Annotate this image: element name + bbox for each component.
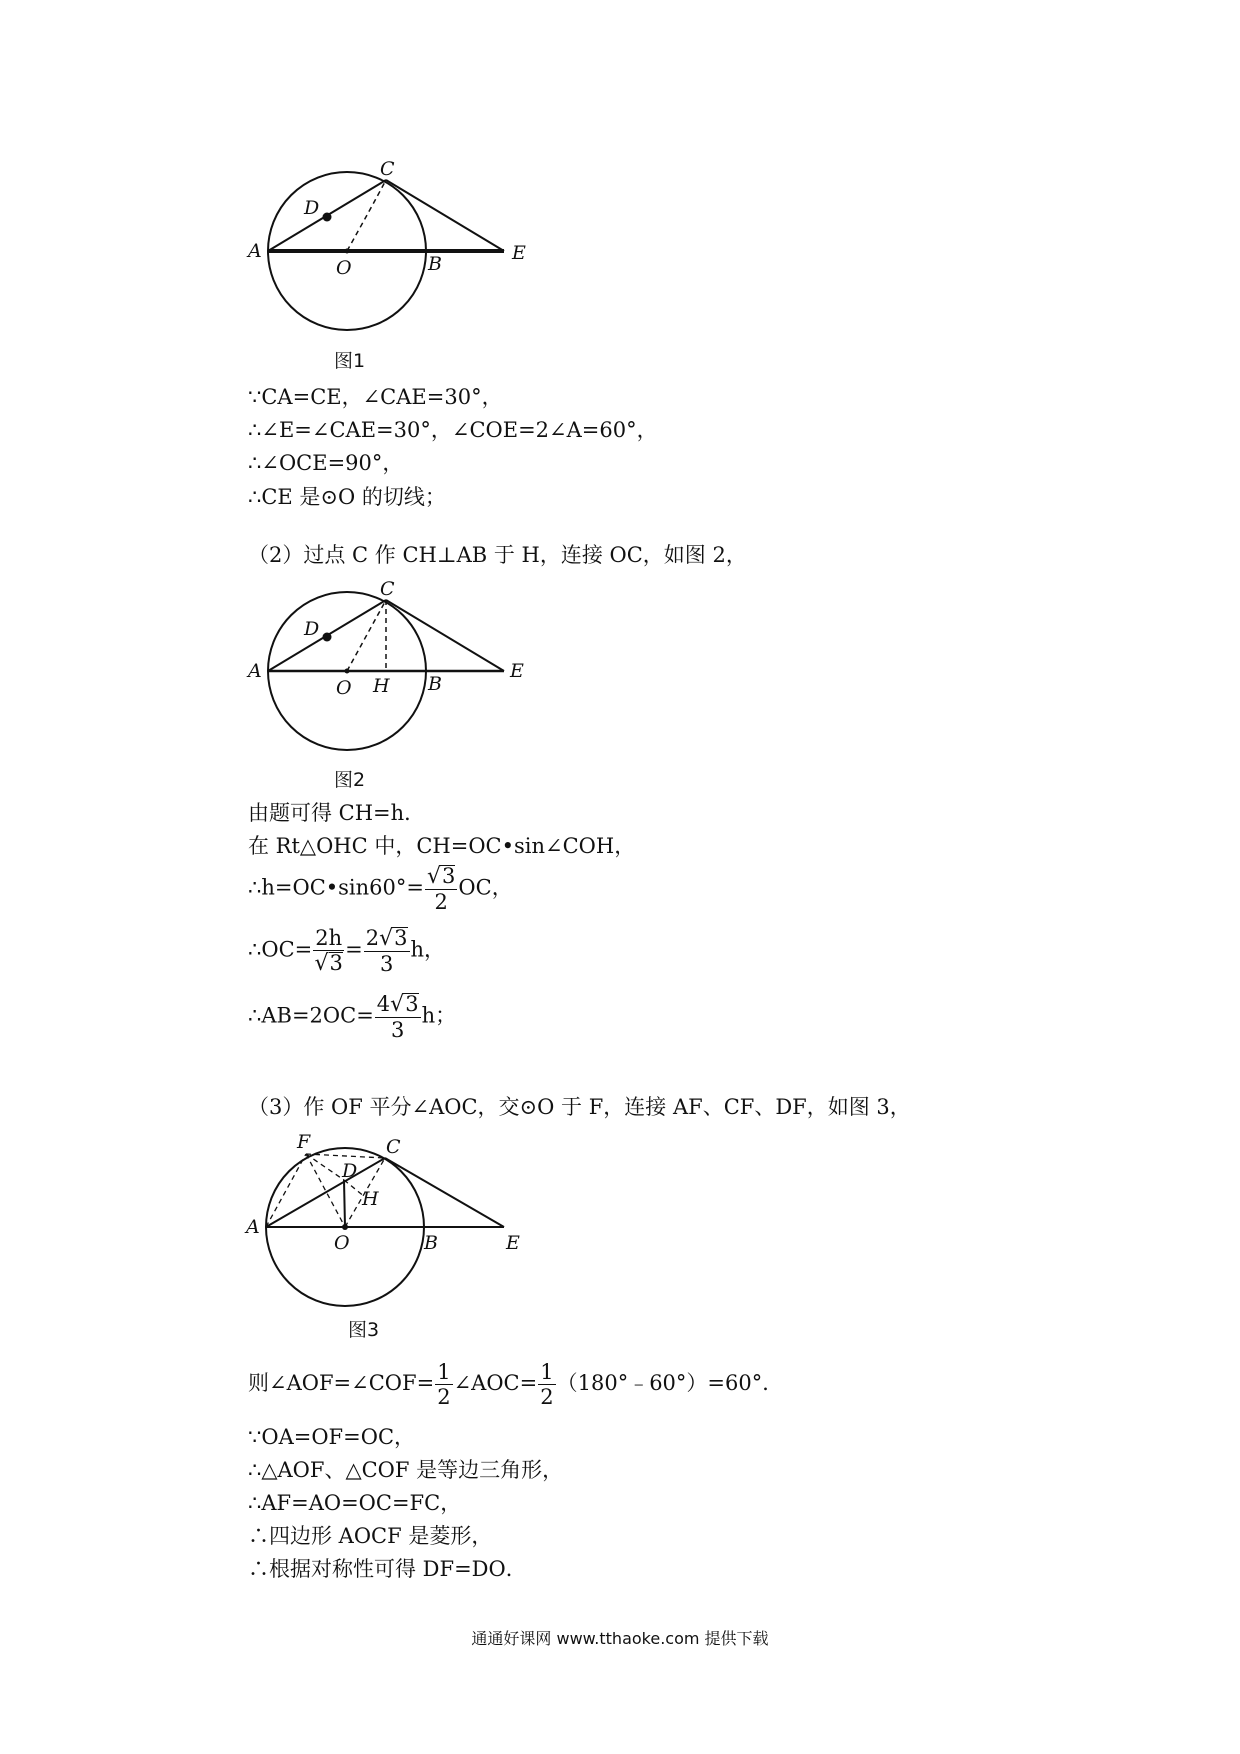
part3-intro: （3）作 OF 平分∠AOC，交⊙O 于 F，连接 AF、CF、DF，如图 3， xyxy=(248,1095,911,1119)
text-line: ∴∠E=∠CAE=30°，∠COE=2∠A=60°， xyxy=(248,418,658,442)
label-a: A xyxy=(246,1216,260,1238)
point-o xyxy=(345,669,350,674)
eq-text: ∴AB=2OC= xyxy=(248,1003,374,1028)
line-ce xyxy=(386,600,504,671)
denominator: 3 xyxy=(391,1018,405,1042)
eq-text: ∠AOC= xyxy=(453,1371,538,1395)
label-e: E xyxy=(506,1232,520,1254)
dashed-fd xyxy=(306,1154,344,1180)
eq-text: （180°﹣60°）=60°． xyxy=(556,1371,784,1395)
part2-intro: （2）过点 C 作 CH⊥AB 于 H，连接 OC，如图 2， xyxy=(248,543,747,567)
denominator: 3 xyxy=(379,952,394,976)
label-c: C xyxy=(380,578,395,600)
label-b: B xyxy=(428,673,442,695)
denominator: 2 xyxy=(434,890,448,914)
label-b: B xyxy=(428,253,442,275)
figure-3-caption: 图3 xyxy=(348,1319,380,1341)
fraction: $\frac{4√3}{3}$ xyxy=(376,992,419,1042)
coefficient: 2 xyxy=(365,926,380,950)
figure-1-caption: 图1 xyxy=(334,350,366,372)
figure-2 xyxy=(240,575,540,775)
fraction: $\frac{2h}{√3}$ xyxy=(314,926,343,976)
figure-2-caption: 图2 xyxy=(334,769,366,791)
denominator: 2 xyxy=(437,1385,451,1409)
equation-2 xyxy=(248,926,445,976)
figure-3 xyxy=(240,1125,540,1325)
numerator: 1 xyxy=(437,1360,451,1384)
radicand: 3 xyxy=(329,951,343,975)
eq-text: 则∠AOF=∠COF= xyxy=(248,1371,435,1395)
label-e: E xyxy=(510,660,524,682)
eq-text: ∴h=OC•sin60°= xyxy=(248,875,424,900)
denominator: 2 xyxy=(540,1385,554,1409)
eq-text: = xyxy=(345,937,363,962)
text-line: 在 Rt△OHC 中，CH=OC•sin∠COH， xyxy=(248,834,636,858)
label-o: O xyxy=(336,677,352,699)
fraction xyxy=(435,1360,452,1409)
text-line: ∴CE 是⊙O 的切线； xyxy=(248,485,446,509)
figure-1 xyxy=(240,155,540,355)
point-o xyxy=(342,1224,348,1230)
text-line: ∵CA=CE，∠CAE=30°， xyxy=(248,385,503,409)
radicand: 3 xyxy=(405,992,419,1016)
footer-watermark: 通通好课网 www.tthaoke.com 提供下载 xyxy=(471,1629,769,1648)
dashed-fc xyxy=(306,1154,385,1158)
numerator: 1 xyxy=(540,1360,554,1384)
label-f: F xyxy=(297,1131,311,1153)
line-do xyxy=(344,1180,345,1227)
label-o: O xyxy=(334,1232,350,1254)
label-c: C xyxy=(386,1136,401,1158)
label-h: H xyxy=(362,1188,379,1210)
text-line: ∴AF=AO=OC=FC， xyxy=(248,1491,462,1515)
line-ce xyxy=(386,180,504,251)
coefficient: 4 xyxy=(376,992,391,1016)
text-line: ∵OA=OF=OC， xyxy=(248,1425,416,1449)
eq-text: OC， xyxy=(458,875,513,900)
eq-text: h， xyxy=(410,937,446,962)
label-o: O xyxy=(336,257,352,279)
label-d: D xyxy=(304,197,320,219)
equation-4 xyxy=(248,1360,783,1409)
fraction xyxy=(538,1360,555,1409)
text-line: ∴△AOF、△COF 是等边三角形， xyxy=(248,1458,564,1482)
text-line: ∴∠OCE=90°， xyxy=(248,451,404,475)
fraction: $\frac{2√3}{3}$ xyxy=(365,926,408,976)
eq-text: h； xyxy=(421,1003,457,1028)
label-h: H xyxy=(373,675,390,697)
point-d xyxy=(323,633,332,642)
label-a: A xyxy=(248,240,262,262)
equation-1 xyxy=(248,864,513,914)
numerator: 2h xyxy=(315,926,343,950)
radicand: 3 xyxy=(442,864,456,888)
fraction: $\frac{√3}{2}$ xyxy=(427,864,456,914)
text-line: ∴四边形 AOCF 是菱形， xyxy=(248,1524,493,1548)
eq-text: ∴OC= xyxy=(248,937,313,962)
line-ce xyxy=(385,1158,504,1227)
text-line: 由题可得 CH=h． xyxy=(248,801,426,825)
equation-3 xyxy=(248,992,456,1042)
label-e: E xyxy=(512,242,526,264)
label-d: D xyxy=(342,1160,358,1182)
text-line: ∴根据对称性可得 DF=DO． xyxy=(248,1557,527,1581)
radicand: 3 xyxy=(394,926,408,950)
label-a: A xyxy=(248,660,262,682)
point-o xyxy=(345,249,350,254)
point-d xyxy=(323,213,332,222)
label-c: C xyxy=(380,158,395,180)
label-b: B xyxy=(424,1232,438,1254)
dashed-fo xyxy=(306,1154,345,1227)
label-d: D xyxy=(304,618,320,640)
